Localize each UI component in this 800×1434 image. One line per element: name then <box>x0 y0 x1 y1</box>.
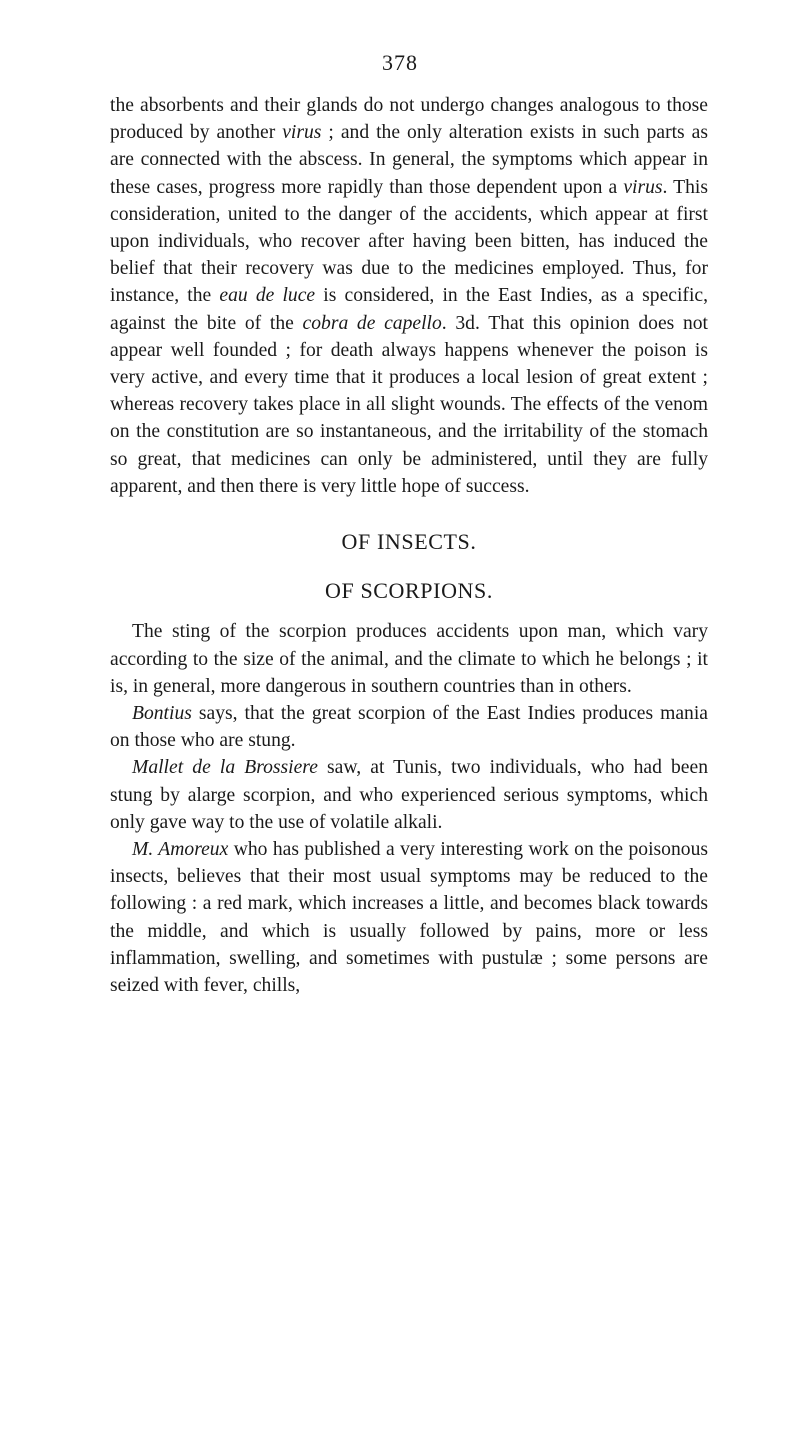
italic-term: virus <box>282 122 322 144</box>
text-run: . This consideration, united to the danger of the accidents, which appear at first upon individuals, who recover after having been bitten, has induced the belief that their recovery was due to the medicines employed. Thus, for instance, the <box>110 176 708 307</box>
text-run: who has published a very interesting work on the poisonous insects, believes that their most usual symptoms may be reduced to the following : a red mark, which increases a little, and becomes black towards the middle, and which is usually followed by pains, more or less inflammation, swelling, and sometimes with pustulæ ; some persons are seized with fever, chills, <box>110 839 708 997</box>
paragraph-mallet <box>110 754 708 836</box>
body-text <box>110 92 708 999</box>
text-run: is considered, in the East Indies, as a specific, against the bite of the <box>110 285 708 334</box>
author-name: Bontius <box>132 703 192 725</box>
intro-paragraph <box>110 92 708 500</box>
paragraph-scorpion-sting: The sting of the scorpion produces accidents upon man, which vary according to the size of the animal, and the climate to which he belongs ; it is, in general, more dangerous in southern countries than in others. <box>110 621 708 697</box>
text-run: . 3d. That this opinion does not appear well founded ; for death always happens whenever the poison is very active, and every time that it produces a local lesion of great extent ; whereas recovery takes place in all slight wounds. The effects of the venom on the constitution are so instantaneous, and the irritability of the stomach so great, that medicines can only be administered, until they are fully apparent, and then there is very little hope of success. <box>110 312 709 497</box>
section-heading-scorpions: OF SCORPIONS. <box>325 578 493 604</box>
paragraph-bontius <box>110 700 708 754</box>
italic-term: virus <box>623 176 663 198</box>
paragraph-amoreux <box>110 836 708 999</box>
section-heading-insects: OF INSECTS. <box>341 529 477 555</box>
text-run: saw, at Tunis, two individuals, who had been stung by alarge scorpion, and who experienced serious symptoms, which only gave way to the use of volatile alkali. <box>110 757 708 833</box>
author-name: M. Amoreux <box>132 839 229 861</box>
italic-term: eau de luce <box>219 285 316 307</box>
text-run: ; and the only alteration exists in such parts as are connected with the abscess. In general, the symptoms which appear in these cases, progress more rapidly than those dependent upon a <box>110 122 708 198</box>
text-run: says, that the great scorpion of the East Indies produces mania on those who are stung. <box>110 703 708 752</box>
text-run: the absorbents and their glands do not undergo changes analogous to those produced by another <box>110 95 708 144</box>
page-number: 378 <box>382 50 418 75</box>
author-name: Mallet de la Brossiere <box>132 757 318 779</box>
italic-term: cobra de capello <box>302 312 442 334</box>
